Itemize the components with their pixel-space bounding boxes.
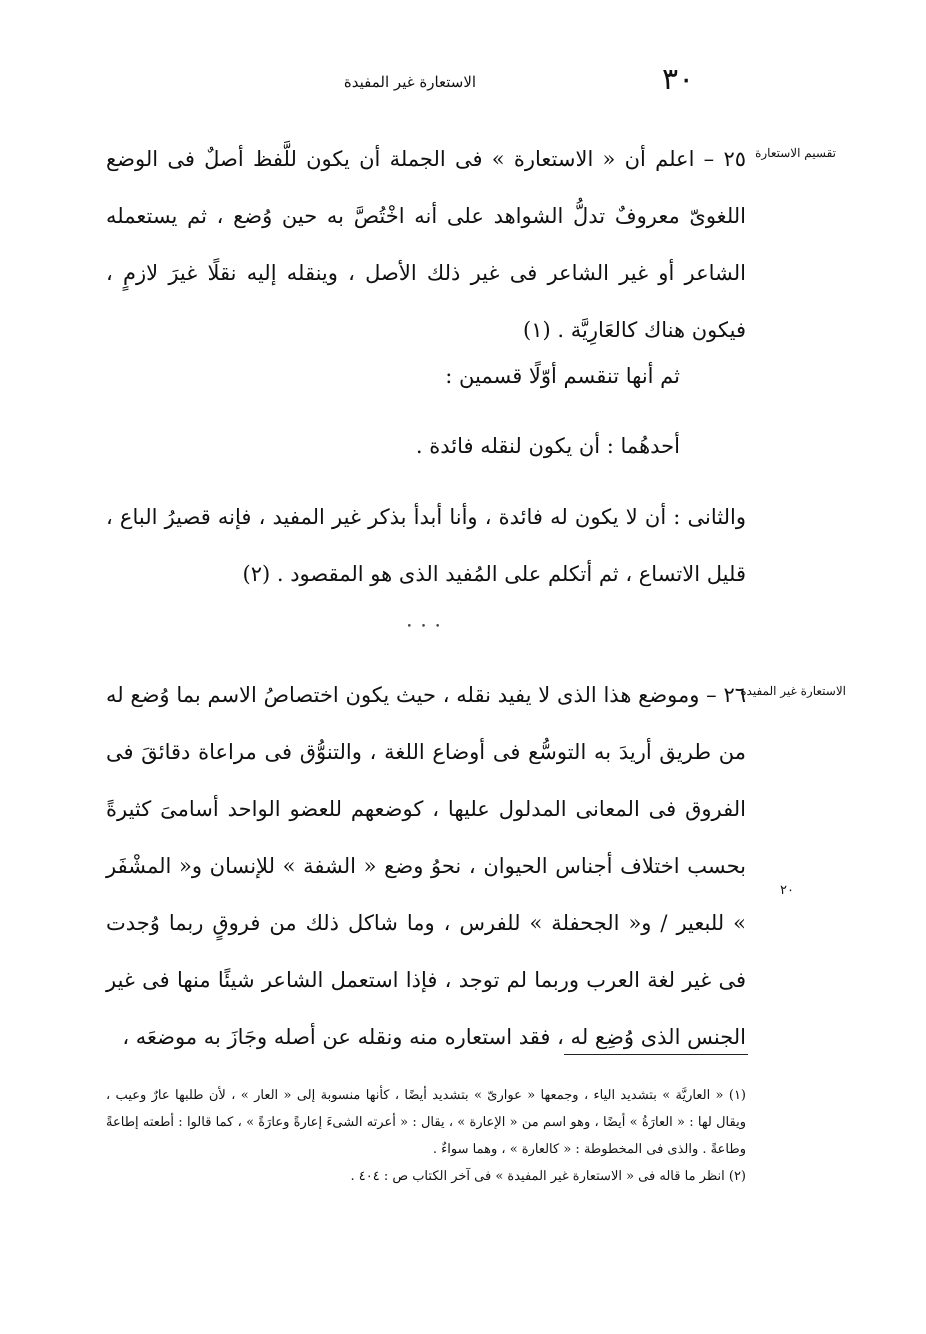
second-division-paragraph <box>106 489 746 603</box>
section-26-paragraph <box>106 667 746 1066</box>
section-25-paragraph <box>106 131 746 359</box>
first-division: أحدهُما : أن يكون لنقله فائدة . <box>415 434 680 458</box>
division-statement: ثم أنها تنقسم أوّلًا قسمين : <box>445 364 680 388</box>
section-separator: • • • <box>406 622 444 632</box>
line-number-marker: ٢٠ <box>780 883 794 898</box>
footnote-divider <box>564 1054 748 1055</box>
margin-note-non-useful: الاستعارة غير المفيدة <box>740 684 846 698</box>
margin-note-division: تقسيم الاستعارة <box>755 146 836 160</box>
page-number: ٣٠ <box>662 62 695 97</box>
footnote-1: (١) « العاريَّة » بتشديد الياء ، وجمعها « عوارىّ » بتشديد أيضًا ، كأنها منسوبة إلى « العار » ، لأن طلبها عارٌ وعيب ، ويقال لها : « العارَةُ » أيضًا ، وهو اسم من « الإعارة » ، يقال : « أعرته الشىءَ إعارةً وعارَةً » ، كما قالوا : أطعته إطاعةً وطاعةً . والذى فى المخطوطة : « كالعارة » ، وهما سواءٌ . <box>106 1088 746 1157</box>
section-25-text: ٢٥ – اعلم أن « الاستعارة » فى الجملة أن يكون للَّفظ أصلٌ فى الوضع اللغوىّ معروفٌ تدلُّ الشواهد على أنه اخْتُصَّ به حين وُضع ، ثم يستعمله الشاعر أو غير الشاعر فى غير ذلك الأصل ، وينقله إليه نقلًا غيرَ لازمٍ ، فيكون هناك كالعَارِيَّة . (١) <box>106 147 746 342</box>
footnotes <box>106 1082 746 1190</box>
second-division-text: والثانى : أن لا يكون له فائدة ، وأنا أبدأ بذكر غير المفيد ، فإنه قصيرُ الباع ، قليل الاتساع ، ثم أتكلم على المُفيد الذى هو المقصود . (٢) <box>106 505 746 586</box>
running-title: الاستعارة غير المفيدة <box>343 73 477 91</box>
section-26-text: ٢٦ – وموضع هذا الذى لا يفيد نقله ، حيث يكون اختصاصُ الاسم بما وُضع له من طريق أريدَ به التوسُّع فى أوضاع اللغة ، والتنوُّق فى مراعاة دقائقَ فى الفروق فى المعانى المدلول عليها ، كوضعهم للعضو الواحد أسامىَ كثيرةً بحسب اختلاف أجناس الحيوان ، نحوُ وضع « الشفة » للإنسان و« المشْفَر » للبعير / و« الجحفلة » للفرس ، وما شاكل ذلك من فروقٍ ربما وُجدت فى غير لغة العرب وربما لم توجد ، فإذا استعمل الشاعر شيئًا منها فى غير الجنس الذى وُضِع له ، فقد استعاره منه ونقله عن أصله وجَازَ به موضعَه ، <box>106 683 746 1049</box>
footnote-2: (٢) انظر ما قاله فى « الاستعارة غير المفيدة » فى آخر الكتاب ص : ٤٠٤ . <box>350 1169 746 1184</box>
